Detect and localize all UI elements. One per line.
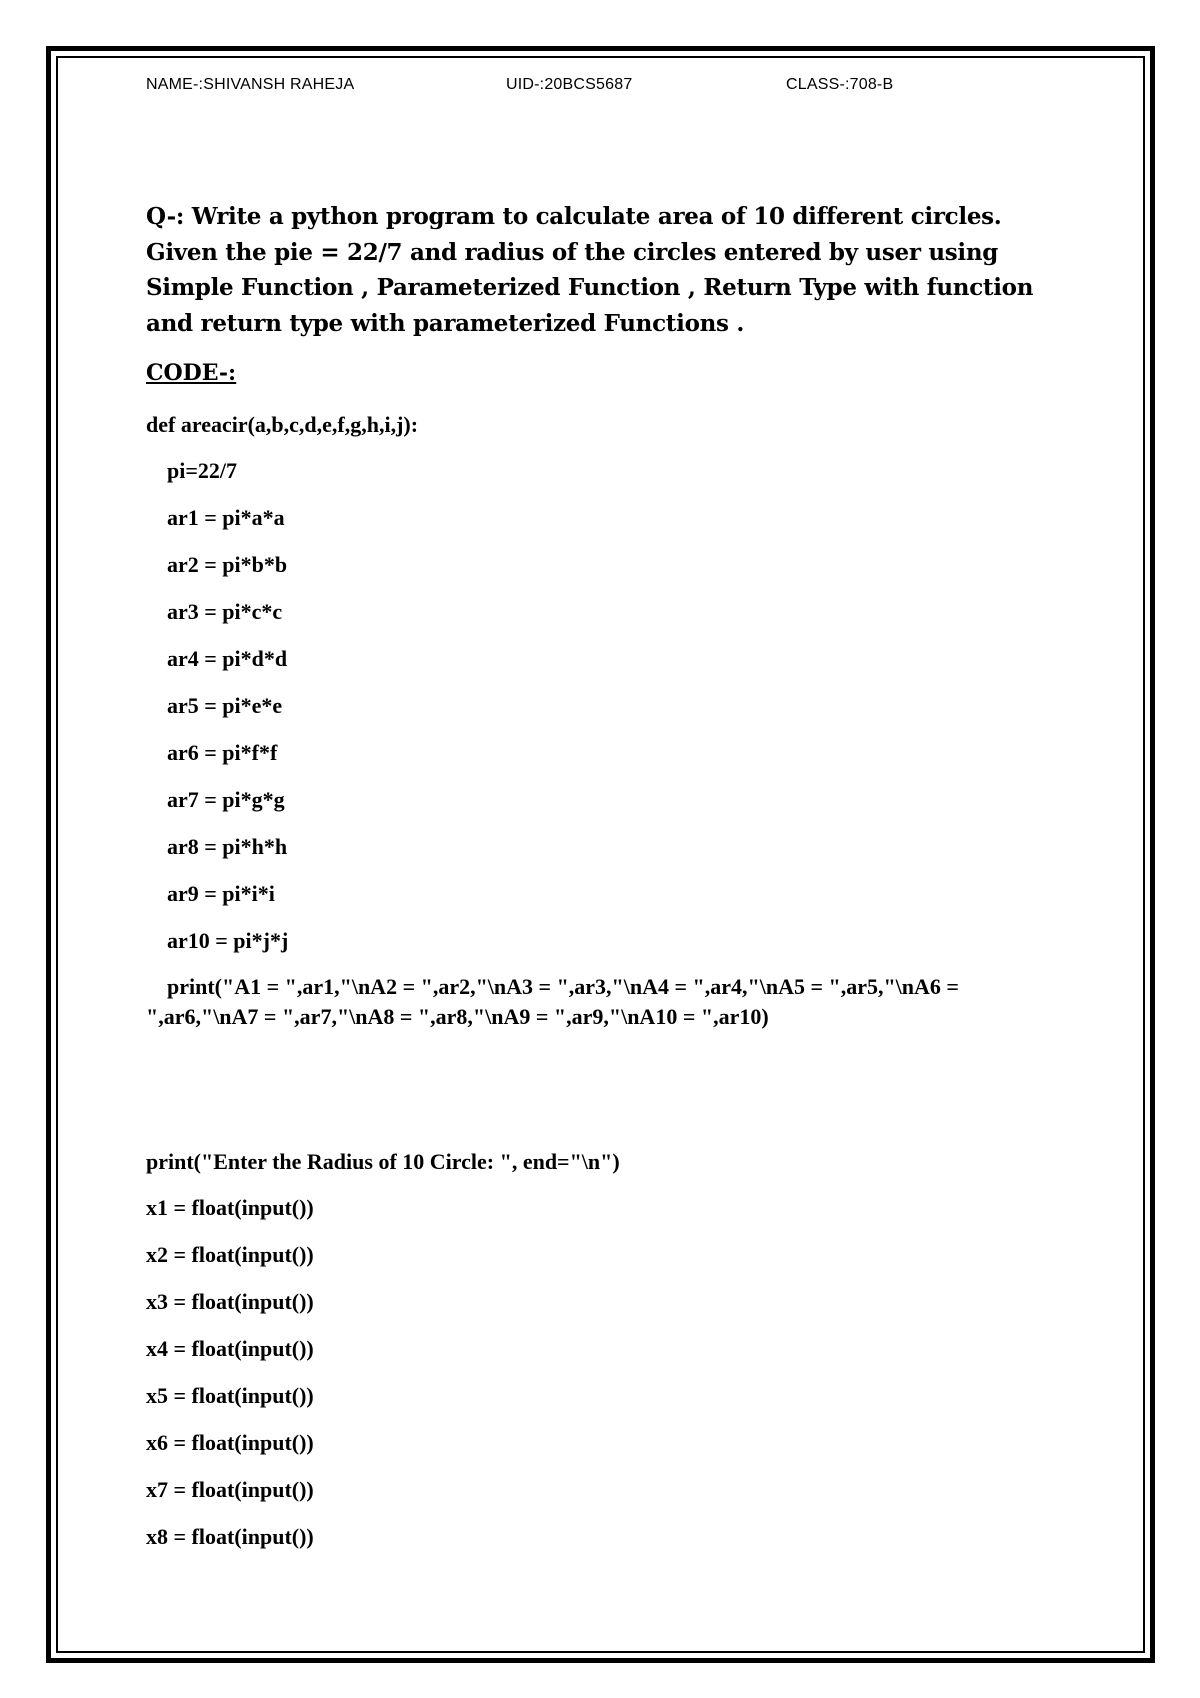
code-heading: CODE-: (146, 360, 237, 386)
code-input-line: x4 = float(input()) (146, 1336, 314, 1361)
code-line: ar8 = pi*h*h (167, 834, 288, 859)
code-line: ar4 = pi*d*d (167, 646, 288, 671)
code-input-line: x3 = float(input()) (146, 1289, 314, 1314)
question-line: Given the pie = 22/7 and radius of the circles entered by user using (146, 238, 999, 266)
question-text (146, 199, 1076, 341)
code-line: ar5 = pi*e*e (167, 693, 283, 718)
question-line: Simple Function , Parameterized Function , Return Type with function (146, 274, 1034, 301)
code-line: ar6 = pi*f*f (167, 740, 278, 765)
document-header (146, 76, 1046, 98)
code-input-line: x5 = float(input()) (146, 1383, 314, 1408)
code-input-line: x8 = float(input()) (146, 1524, 314, 1549)
code-input-line: x2 = float(input()) (146, 1242, 314, 1267)
code-line: ar3 = pi*c*c (167, 599, 283, 624)
student-class: CLASS-:708-B (786, 76, 894, 93)
code-def-line: def areacir(a,b,c,d,e,f,g,h,i,j): (146, 412, 419, 437)
student-name: NAME-:SHIVANSH RAHEJA (146, 76, 355, 93)
code-print-line: print("A1 = ",ar1,"\nA2 = ",ar2,"\nA3 = ",ar3,"\nA4 = ",ar4,"\nA5 = ",ar5,"\nA6 = (167, 974, 959, 999)
code-input-line: x1 = float(input()) (146, 1195, 314, 1220)
code-line: ar1 = pi*a*a (167, 505, 285, 530)
question-line: and return type with parameterized Functions . (146, 309, 745, 337)
code-input-line: x6 = float(input()) (146, 1430, 314, 1455)
code-input-line: x7 = float(input()) (146, 1477, 314, 1502)
code-main-print: print("Enter the Radius of 10 Circle: ", end="\n") (146, 1149, 620, 1174)
student-uid: UID-:20BCS5687 (506, 76, 633, 93)
code-line: ar9 = pi*i*i (167, 881, 275, 906)
question-line: Q-: Write a python program to calculate area of 10 different circles. (146, 203, 1002, 230)
code-print-line-continued: ",ar6,"\nA7 = ",ar7,"\nA8 = ",ar8,"\nA9 = ",ar9,"\nA10 = ",ar10) (146, 1004, 769, 1029)
code-line: ar10 = pi*j*j (167, 928, 289, 953)
code-line: ar2 = pi*b*b (167, 552, 288, 577)
code-line: ar7 = pi*g*g (167, 787, 285, 812)
code-line: pi=22/7 (167, 458, 237, 483)
